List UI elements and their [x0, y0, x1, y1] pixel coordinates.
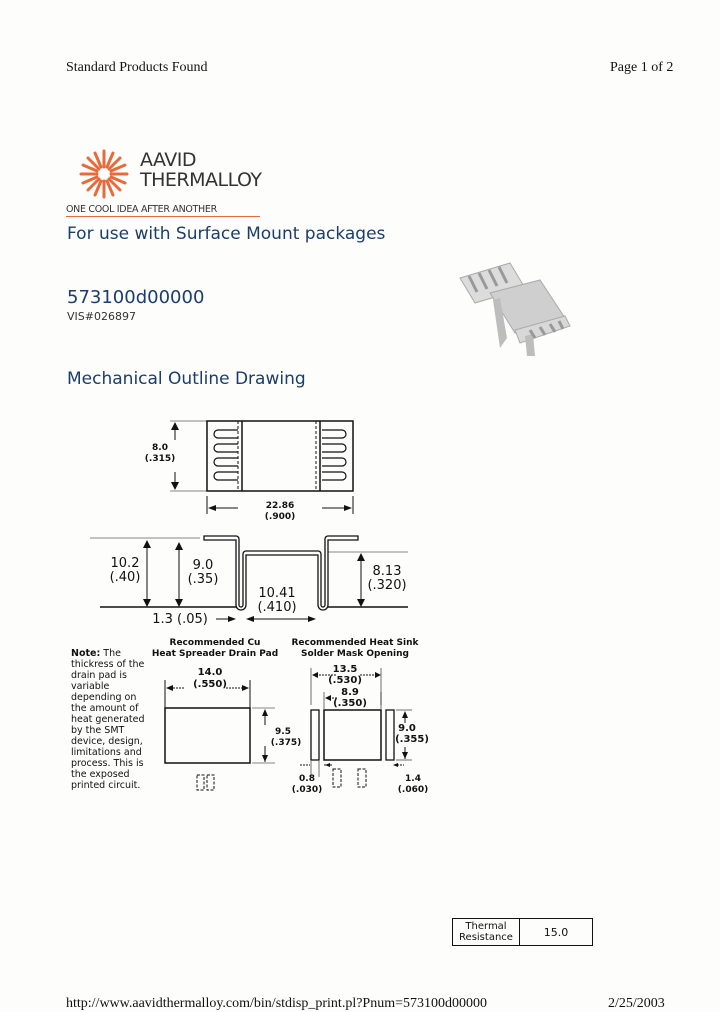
solder-height-mm: 9.0 — [398, 723, 416, 734]
top-view-drawing — [130, 410, 370, 530]
footer-url: http://www.aavidthermalloy.com/bin/stdisp_print.pl?Pnum=573100d00000 — [66, 996, 487, 1011]
solder-mask-title-2: Solder Mask Opening — [301, 649, 409, 659]
drain-pad-width-mm: 14.0 — [197, 667, 223, 678]
side-overall-height-mm: 10.2 — [110, 556, 140, 571]
drain-pad-title-2: Heat Spreader Drain Pad — [151, 649, 279, 659]
thermal-resistance-value: 15.0 — [520, 919, 593, 946]
drain-pad-height-in: (.375) — [270, 738, 302, 748]
logo-underline — [66, 216, 260, 217]
page-header-title: Standard Products Found — [66, 60, 208, 75]
drain-pad-width-in: (.550) — [193, 679, 227, 690]
drain-pad-height-mm: 9.5 — [275, 727, 291, 737]
starburst-logo-icon — [78, 148, 130, 200]
footer-date: 2/25/2003 — [608, 996, 665, 1011]
label-line2: Resistance — [459, 932, 513, 943]
solder-overall-mm: 13.5 — [332, 664, 358, 675]
solder-center-mm: 8.9 — [341, 687, 359, 698]
solder-left-gap-in: (.030) — [291, 785, 323, 795]
product-subtitle: For use with Surface Mount packages — [67, 224, 386, 244]
logo-line1: AAVID — [140, 149, 197, 171]
side-inner-height-in: (.35) — [187, 572, 219, 587]
solder-height-in: (.355) — [395, 734, 429, 745]
label-line1: Thermal — [465, 921, 507, 932]
side-overall-height-in: (.40) — [109, 570, 141, 585]
page-number: Page 1 of 2 — [610, 60, 674, 75]
side-channel-width-in: (.410) — [257, 600, 297, 615]
company-logo — [66, 144, 266, 218]
side-inner-height-mm: 9.0 — [192, 558, 214, 573]
note-text: The thickress of the drain pad is variable depending on the amount of heat generated by the SMT device, design, limitations and process. This is the exposed printed circuit. — [71, 648, 145, 791]
logo-tagline: ONE COOL IDEA AFTER ANOTHER — [66, 204, 217, 215]
table-row — [453, 919, 593, 946]
section-title-drawing: Mechanical Outline Drawing — [67, 369, 306, 389]
top-height-mm: 8.0 — [152, 443, 168, 453]
side-right-height-mm: 8.13 — [372, 564, 402, 579]
part-number: 573100d00000 — [67, 287, 205, 308]
top-width-mm: 22.86 — [265, 501, 295, 511]
heatsink-product-image — [455, 258, 575, 358]
note-label: Note: — [71, 648, 101, 659]
solder-right-gap-mm: 1.4 — [405, 774, 421, 784]
logo-line2: THERMALLOY — [140, 169, 262, 191]
drawing-note — [71, 648, 147, 791]
solder-mask-title-1: Recommended Heat Sink — [291, 638, 419, 648]
specs-table — [452, 918, 593, 946]
side-right-height-in: (.320) — [367, 578, 407, 593]
solder-center-in: (.350) — [333, 698, 367, 709]
drain-pad-title-1: Recommended Cu — [169, 638, 261, 648]
side-channel-width-mm: 10.41 — [258, 586, 296, 601]
solder-overall-in: (.530) — [328, 675, 362, 686]
vis-number: VIS#026897 — [67, 310, 136, 323]
drain-pad-drawing — [160, 680, 280, 800]
solder-left-gap-mm: 0.8 — [299, 774, 315, 784]
top-width-in: (.900) — [264, 512, 296, 522]
thermal-resistance-label — [453, 919, 520, 946]
top-height-in: (.315) — [144, 454, 176, 464]
solder-right-gap-in: (.060) — [397, 785, 429, 795]
side-material-thickness: 1.3 (.05) — [152, 612, 208, 627]
